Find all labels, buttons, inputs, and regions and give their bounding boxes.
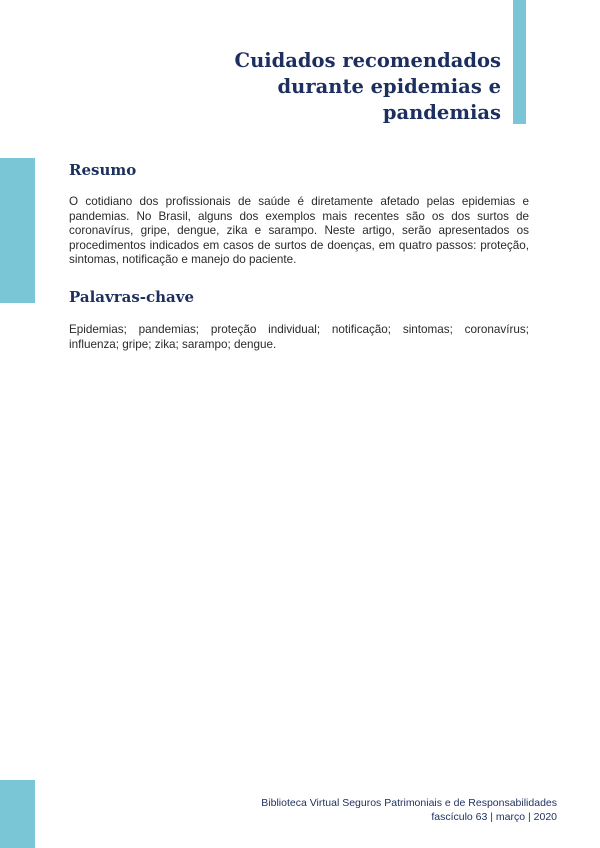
bottom-accent-bar (0, 780, 35, 848)
left-accent-bar (0, 158, 35, 303)
section-heading-keywords: Palavras-chave (69, 288, 195, 306)
page-title: Cuidados recomendados durante epidemias e pandemias (234, 49, 501, 124)
keywords-text: Epidemias; pandemias; proteção individual; notificação; sintomas; coronavírus; influenza; gripe; zika; sarampo; dengue. (69, 323, 529, 351)
top-accent-bar (513, 0, 526, 124)
abstract-text: O cotidiano dos profissionais de saúde é diretamente afetado pelas epidemias e pandemias. No Brasil, alguns dos exemplos mais recentes são os dos surtos de coronavírus, gripe, dengue, zika e sarampo. Neste artigo, serão apresentados os procedimentos indicados em casos de surtos de doenças, em quatro passos: proteção, sintomas, notificação e manejo do paciente. (69, 195, 529, 266)
footer-publication: Biblioteca Virtual Seguros Patrimoniais e de Responsabilidades (261, 797, 557, 809)
page-footer (261, 796, 557, 824)
section-heading-resumo: Resumo (69, 161, 137, 179)
footer-issue: fascículo 63 | março | 2020 (431, 811, 557, 823)
